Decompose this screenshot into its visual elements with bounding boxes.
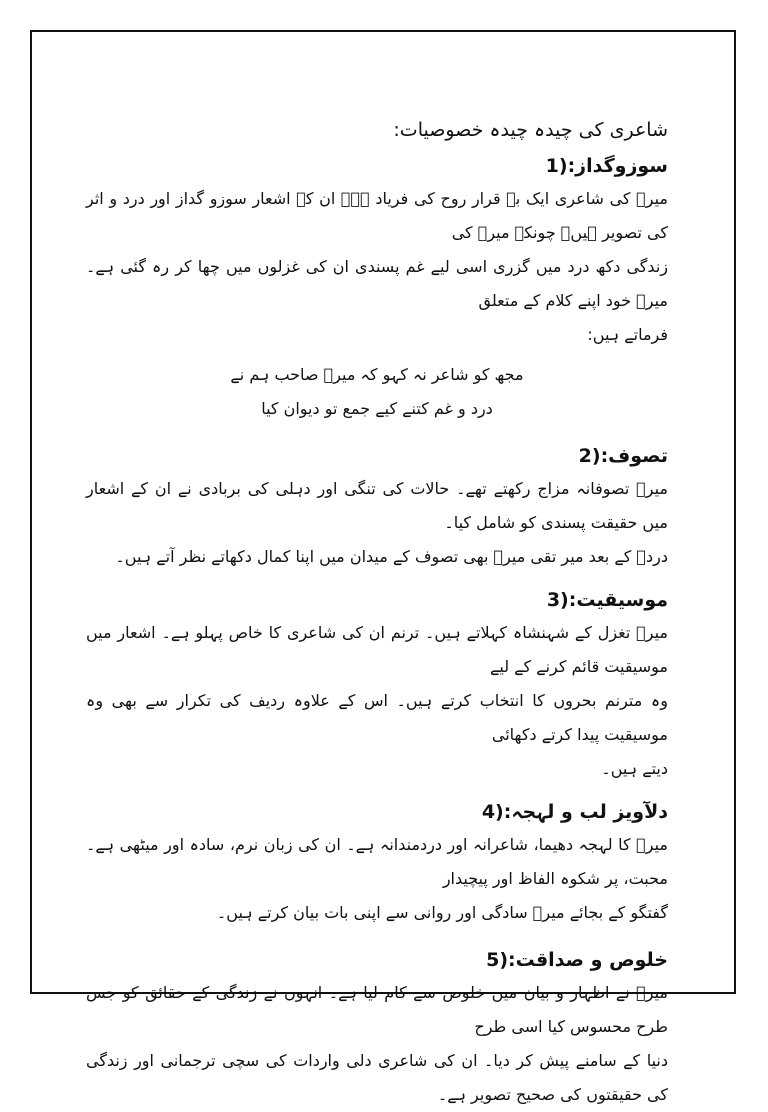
section-paragraph-5 xyxy=(86,976,668,1112)
paragraph-line: دنیا کے سامنے پیش کر دیا۔ ان کی شاعری دلی واردات کی سچی ترجمانی اور زندگی کی حقیقتوں کی صحیح تصویر ہے۔ xyxy=(86,1051,668,1104)
paragraph-line: فرماتے ہیں: xyxy=(587,325,668,344)
section-number: 1) xyxy=(545,155,568,177)
section-heading-text: موسیقیت: xyxy=(568,589,668,611)
section-paragraph-4 xyxy=(86,828,668,930)
document-title: شاعری کی چیدہ چیدہ خصوصیات: xyxy=(393,119,668,141)
section-number: 2) xyxy=(578,445,601,467)
section-heading-text: دلآویز لب و لہجہ: xyxy=(503,801,668,823)
section-number: 4) xyxy=(481,801,504,823)
paragraph-line: میرؔ نے اظہار و بیان میں خلوص سے کام لیا ہے۔ انہوں نے زندگی کے حقائق کو جس طرح محسوس کیا اسی طرح xyxy=(86,983,668,1036)
section-number: 3) xyxy=(546,589,569,611)
section-paragraph-2 xyxy=(86,472,668,574)
section-heading-text: سوزوگداز: xyxy=(567,155,668,177)
paragraph-line: میرؔ تغزل کے شہنشاہ کہلاتے ہیں۔ ترنم ان کی شاعری کا خاص پہلو ہے۔ اشعار میں موسیقیت قائم کرنے کے لیے xyxy=(86,623,668,676)
section-heading-5 xyxy=(86,946,668,974)
verse-couplet xyxy=(86,358,668,426)
paragraph-line: میرؔ کا لہجہ دھیما، شاعرانہ اور دردمندانہ ہے۔ ان کی زبان نرم، سادہ اور میٹھی ہے۔ محبت، پر شکوہ الفاظ اور پیچیدار xyxy=(86,835,668,888)
paragraph-line: دیتے ہیں۔ xyxy=(601,759,668,778)
section-number: 5) xyxy=(486,949,509,971)
section-paragraph-1 xyxy=(86,182,668,352)
section-heading-text: خلوص و صداقت: xyxy=(508,949,668,971)
paragraph-line: گفتگو کے بجائے میرؔ سادگی اور روانی سے اپنی بات بیان کرتے ہیں۔ xyxy=(216,903,668,922)
paragraph-line: میرؔ کی شاعری ایک بے قرار روح کی فریاد ہے۔ ان کے اشعار سوزو گداز اور درد و اثر کی تصویر ہیں۔ چونکہ میرؔ کی xyxy=(86,189,668,242)
section-heading-3 xyxy=(86,586,668,614)
paragraph-line: وہ مترنم بحروں کا انتخاب کرتے ہیں۔ اس کے علاوہ ردیف کی تکرار سے بھی وہ موسیقیت پیدا کرتے دکھائی xyxy=(86,691,668,744)
paragraph-line: دردؔ کے بعد میر تقی میرؔ بھی تصوف کے میدان میں اپنا کمال دکھاتے نظر آتے ہیں۔ xyxy=(115,547,668,566)
section-paragraph-3 xyxy=(86,616,668,786)
verse-line: مجھ کو شاعر نہ کہو کہ میرؔ صاحب ہم نے xyxy=(230,365,524,384)
paragraph-line: میرؔ تصوفانہ مزاج رکھتے تھے۔ حالات کی تنگی اور دہلی کی بربادی نے ان کے اشعار میں حقیقت پسندی کو شامل کیا۔ xyxy=(86,479,668,532)
document-body xyxy=(86,116,668,1112)
paragraph-line: زندگی دکھ درد میں گزری اسی لیے غم پسندی ان کی غزلوں میں چھا کر رہ گئی ہے۔ میرؔ خود اپنے کلام کے متعلق xyxy=(86,257,668,310)
verse-line: درد و غم کتنے کیے جمع تو دیوان کیا xyxy=(261,399,493,418)
section-heading-4 xyxy=(86,798,668,826)
section-heading-1 xyxy=(86,152,668,180)
section-heading-2 xyxy=(86,442,668,470)
section-heading-text: تصوف: xyxy=(600,445,668,467)
